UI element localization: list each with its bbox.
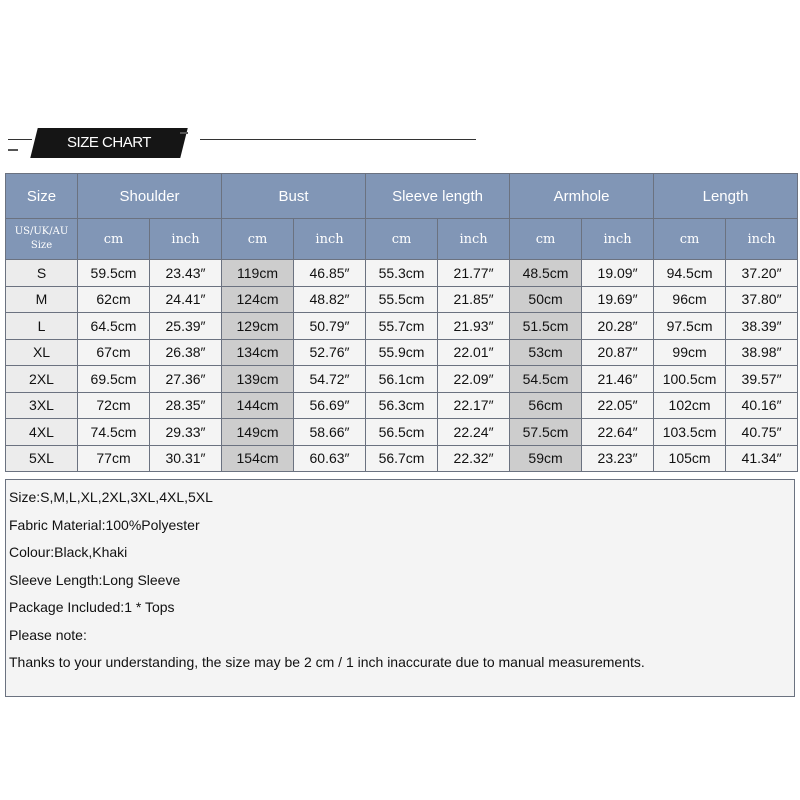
col-header-size: Size bbox=[6, 174, 78, 219]
cm-cell: 53cm bbox=[510, 339, 582, 366]
cm-cell: 102cm bbox=[654, 392, 726, 419]
size-cell: M bbox=[6, 286, 78, 313]
info-sleeve-length: Sleeve Length:Long Sleeve bbox=[9, 571, 181, 588]
table-row bbox=[6, 313, 798, 340]
table-unit-header bbox=[6, 219, 798, 260]
inch-cell: 30.31″ bbox=[150, 445, 222, 472]
inch-cell: 26.38″ bbox=[150, 339, 222, 366]
table-group-header bbox=[6, 174, 798, 219]
cm-cell: 56.3cm bbox=[366, 392, 438, 419]
inch-cell: 40.16″ bbox=[726, 392, 798, 419]
unit-cm: cm bbox=[510, 219, 582, 260]
inch-cell: 22.32″ bbox=[438, 445, 510, 472]
inch-cell: 27.36″ bbox=[150, 366, 222, 393]
inch-cell: 24.41″ bbox=[150, 286, 222, 313]
col-header-bust: Bust bbox=[222, 174, 366, 219]
inch-cell: 38.98″ bbox=[726, 339, 798, 366]
unit-inch: inch bbox=[150, 219, 222, 260]
inch-cell: 21.77″ bbox=[438, 260, 510, 287]
inch-cell: 50.79″ bbox=[294, 313, 366, 340]
cm-cell: 48.5cm bbox=[510, 260, 582, 287]
col-header-length: Length bbox=[654, 174, 798, 219]
inch-cell: 40.75″ bbox=[726, 419, 798, 446]
size-cell: 5XL bbox=[6, 445, 78, 472]
cm-cell: 56.1cm bbox=[366, 366, 438, 393]
cm-cell: 129cm bbox=[222, 313, 294, 340]
table-row bbox=[6, 445, 798, 472]
size-table bbox=[5, 173, 798, 472]
cm-cell: 124cm bbox=[222, 286, 294, 313]
cm-cell: 62cm bbox=[78, 286, 150, 313]
cm-cell: 54.5cm bbox=[510, 366, 582, 393]
inch-cell: 54.72″ bbox=[294, 366, 366, 393]
unit-inch: inch bbox=[294, 219, 366, 260]
cm-cell: 154cm bbox=[222, 445, 294, 472]
table-row bbox=[6, 419, 798, 446]
cm-cell: 72cm bbox=[78, 392, 150, 419]
col-header-region-size: US/UK/AU Size bbox=[6, 219, 78, 260]
cm-cell: 64.5cm bbox=[78, 313, 150, 340]
cm-cell: 105cm bbox=[654, 445, 726, 472]
unit-inch: inch bbox=[438, 219, 510, 260]
cm-cell: 94.5cm bbox=[654, 260, 726, 287]
unit-cm: cm bbox=[222, 219, 294, 260]
inch-cell: 37.80″ bbox=[726, 286, 798, 313]
inch-cell: 41.34″ bbox=[726, 445, 798, 472]
col-header-armhole: Armhole bbox=[510, 174, 654, 219]
cm-cell: 55.5cm bbox=[366, 286, 438, 313]
divider-left bbox=[8, 139, 32, 140]
cm-cell: 56.5cm bbox=[366, 419, 438, 446]
size-cell: 2XL bbox=[6, 366, 78, 393]
size-cell: 4XL bbox=[6, 419, 78, 446]
cm-cell: 56.7cm bbox=[366, 445, 438, 472]
cm-cell: 149cm bbox=[222, 419, 294, 446]
inch-cell: 48.82″ bbox=[294, 286, 366, 313]
table-row bbox=[6, 366, 798, 393]
unit-inch: inch bbox=[582, 219, 654, 260]
product-info-panel bbox=[5, 479, 795, 697]
unit-cm: cm bbox=[366, 219, 438, 260]
unit-cm: cm bbox=[78, 219, 150, 260]
inch-cell: 19.69″ bbox=[582, 286, 654, 313]
size-cell: XL bbox=[6, 339, 78, 366]
cm-cell: 103.5cm bbox=[654, 419, 726, 446]
inch-cell: 21.46″ bbox=[582, 366, 654, 393]
info-size: Size:S,M,L,XL,2XL,3XL,4XL,5XL bbox=[9, 489, 213, 505]
inch-cell: 37.20″ bbox=[726, 260, 798, 287]
cm-cell: 74.5cm bbox=[78, 419, 150, 446]
inch-cell: 20.28″ bbox=[582, 313, 654, 340]
inch-cell: 52.76″ bbox=[294, 339, 366, 366]
cm-cell: 99cm bbox=[654, 339, 726, 366]
inch-cell: 29.33″ bbox=[150, 419, 222, 446]
info-note-label: Please note: bbox=[9, 626, 87, 643]
col-header-shoulder: Shoulder bbox=[78, 174, 222, 219]
info-fabric: Fabric Material:100%Polyester bbox=[9, 516, 200, 533]
cm-cell: 67cm bbox=[78, 339, 150, 366]
cm-cell: 57.5cm bbox=[510, 419, 582, 446]
cm-cell: 139cm bbox=[222, 366, 294, 393]
inch-cell: 23.43″ bbox=[150, 260, 222, 287]
divider-dash-left bbox=[8, 149, 18, 151]
info-colour: Colour:Black,Khaki bbox=[9, 544, 128, 560]
unit-cm: cm bbox=[654, 219, 726, 260]
cm-cell: 97.5cm bbox=[654, 313, 726, 340]
size-cell: 3XL bbox=[6, 392, 78, 419]
cm-cell: 134cm bbox=[222, 339, 294, 366]
banner-title: SIZE CHART bbox=[67, 134, 151, 151]
size-cell: S bbox=[6, 260, 78, 287]
inch-cell: 19.09″ bbox=[582, 260, 654, 287]
cm-cell: 77cm bbox=[78, 445, 150, 472]
cm-cell: 69.5cm bbox=[78, 366, 150, 393]
cm-cell: 59.5cm bbox=[78, 260, 150, 287]
inch-cell: 22.17″ bbox=[438, 392, 510, 419]
table-row bbox=[6, 260, 798, 287]
cm-cell: 55.9cm bbox=[366, 339, 438, 366]
inch-cell: 21.85″ bbox=[438, 286, 510, 313]
cm-cell: 56cm bbox=[510, 392, 582, 419]
cm-cell: 144cm bbox=[222, 392, 294, 419]
inch-cell: 58.66″ bbox=[294, 419, 366, 446]
col-header-sleeve-length: Sleeve length bbox=[366, 174, 510, 219]
cm-cell: 59cm bbox=[510, 445, 582, 472]
cm-cell: 100.5cm bbox=[654, 366, 726, 393]
table-body bbox=[6, 260, 798, 472]
cm-cell: 51.5cm bbox=[510, 313, 582, 340]
inch-cell: 20.87″ bbox=[582, 339, 654, 366]
inch-cell: 38.39″ bbox=[726, 313, 798, 340]
divider-dash-right bbox=[180, 132, 188, 134]
divider-right bbox=[200, 139, 476, 140]
inch-cell: 46.85″ bbox=[294, 260, 366, 287]
table-row bbox=[6, 286, 798, 313]
inch-cell: 22.01″ bbox=[438, 339, 510, 366]
inch-cell: 39.57″ bbox=[726, 366, 798, 393]
inch-cell: 22.24″ bbox=[438, 419, 510, 446]
cm-cell: 96cm bbox=[654, 286, 726, 313]
inch-cell: 60.63″ bbox=[294, 445, 366, 472]
inch-cell: 22.64″ bbox=[582, 419, 654, 446]
size-chart-banner bbox=[0, 122, 800, 162]
inch-cell: 22.05″ bbox=[582, 392, 654, 419]
inch-cell: 28.35″ bbox=[150, 392, 222, 419]
size-cell: L bbox=[6, 313, 78, 340]
table-row bbox=[6, 392, 798, 419]
inch-cell: 23.23″ bbox=[582, 445, 654, 472]
unit-inch: inch bbox=[726, 219, 798, 260]
inch-cell: 21.93″ bbox=[438, 313, 510, 340]
inch-cell: 56.69″ bbox=[294, 392, 366, 419]
cm-cell: 119cm bbox=[222, 260, 294, 287]
inch-cell: 25.39″ bbox=[150, 313, 222, 340]
cm-cell: 50cm bbox=[510, 286, 582, 313]
table-row bbox=[6, 339, 798, 366]
cm-cell: 55.3cm bbox=[366, 260, 438, 287]
info-package: Package Included:1 * Tops bbox=[9, 599, 175, 615]
cm-cell: 55.7cm bbox=[366, 313, 438, 340]
info-note-text: Thanks to your understanding, the size may be 2 cm / 1 inch inaccurate due to manual measurements. bbox=[9, 654, 645, 670]
inch-cell: 22.09″ bbox=[438, 366, 510, 393]
